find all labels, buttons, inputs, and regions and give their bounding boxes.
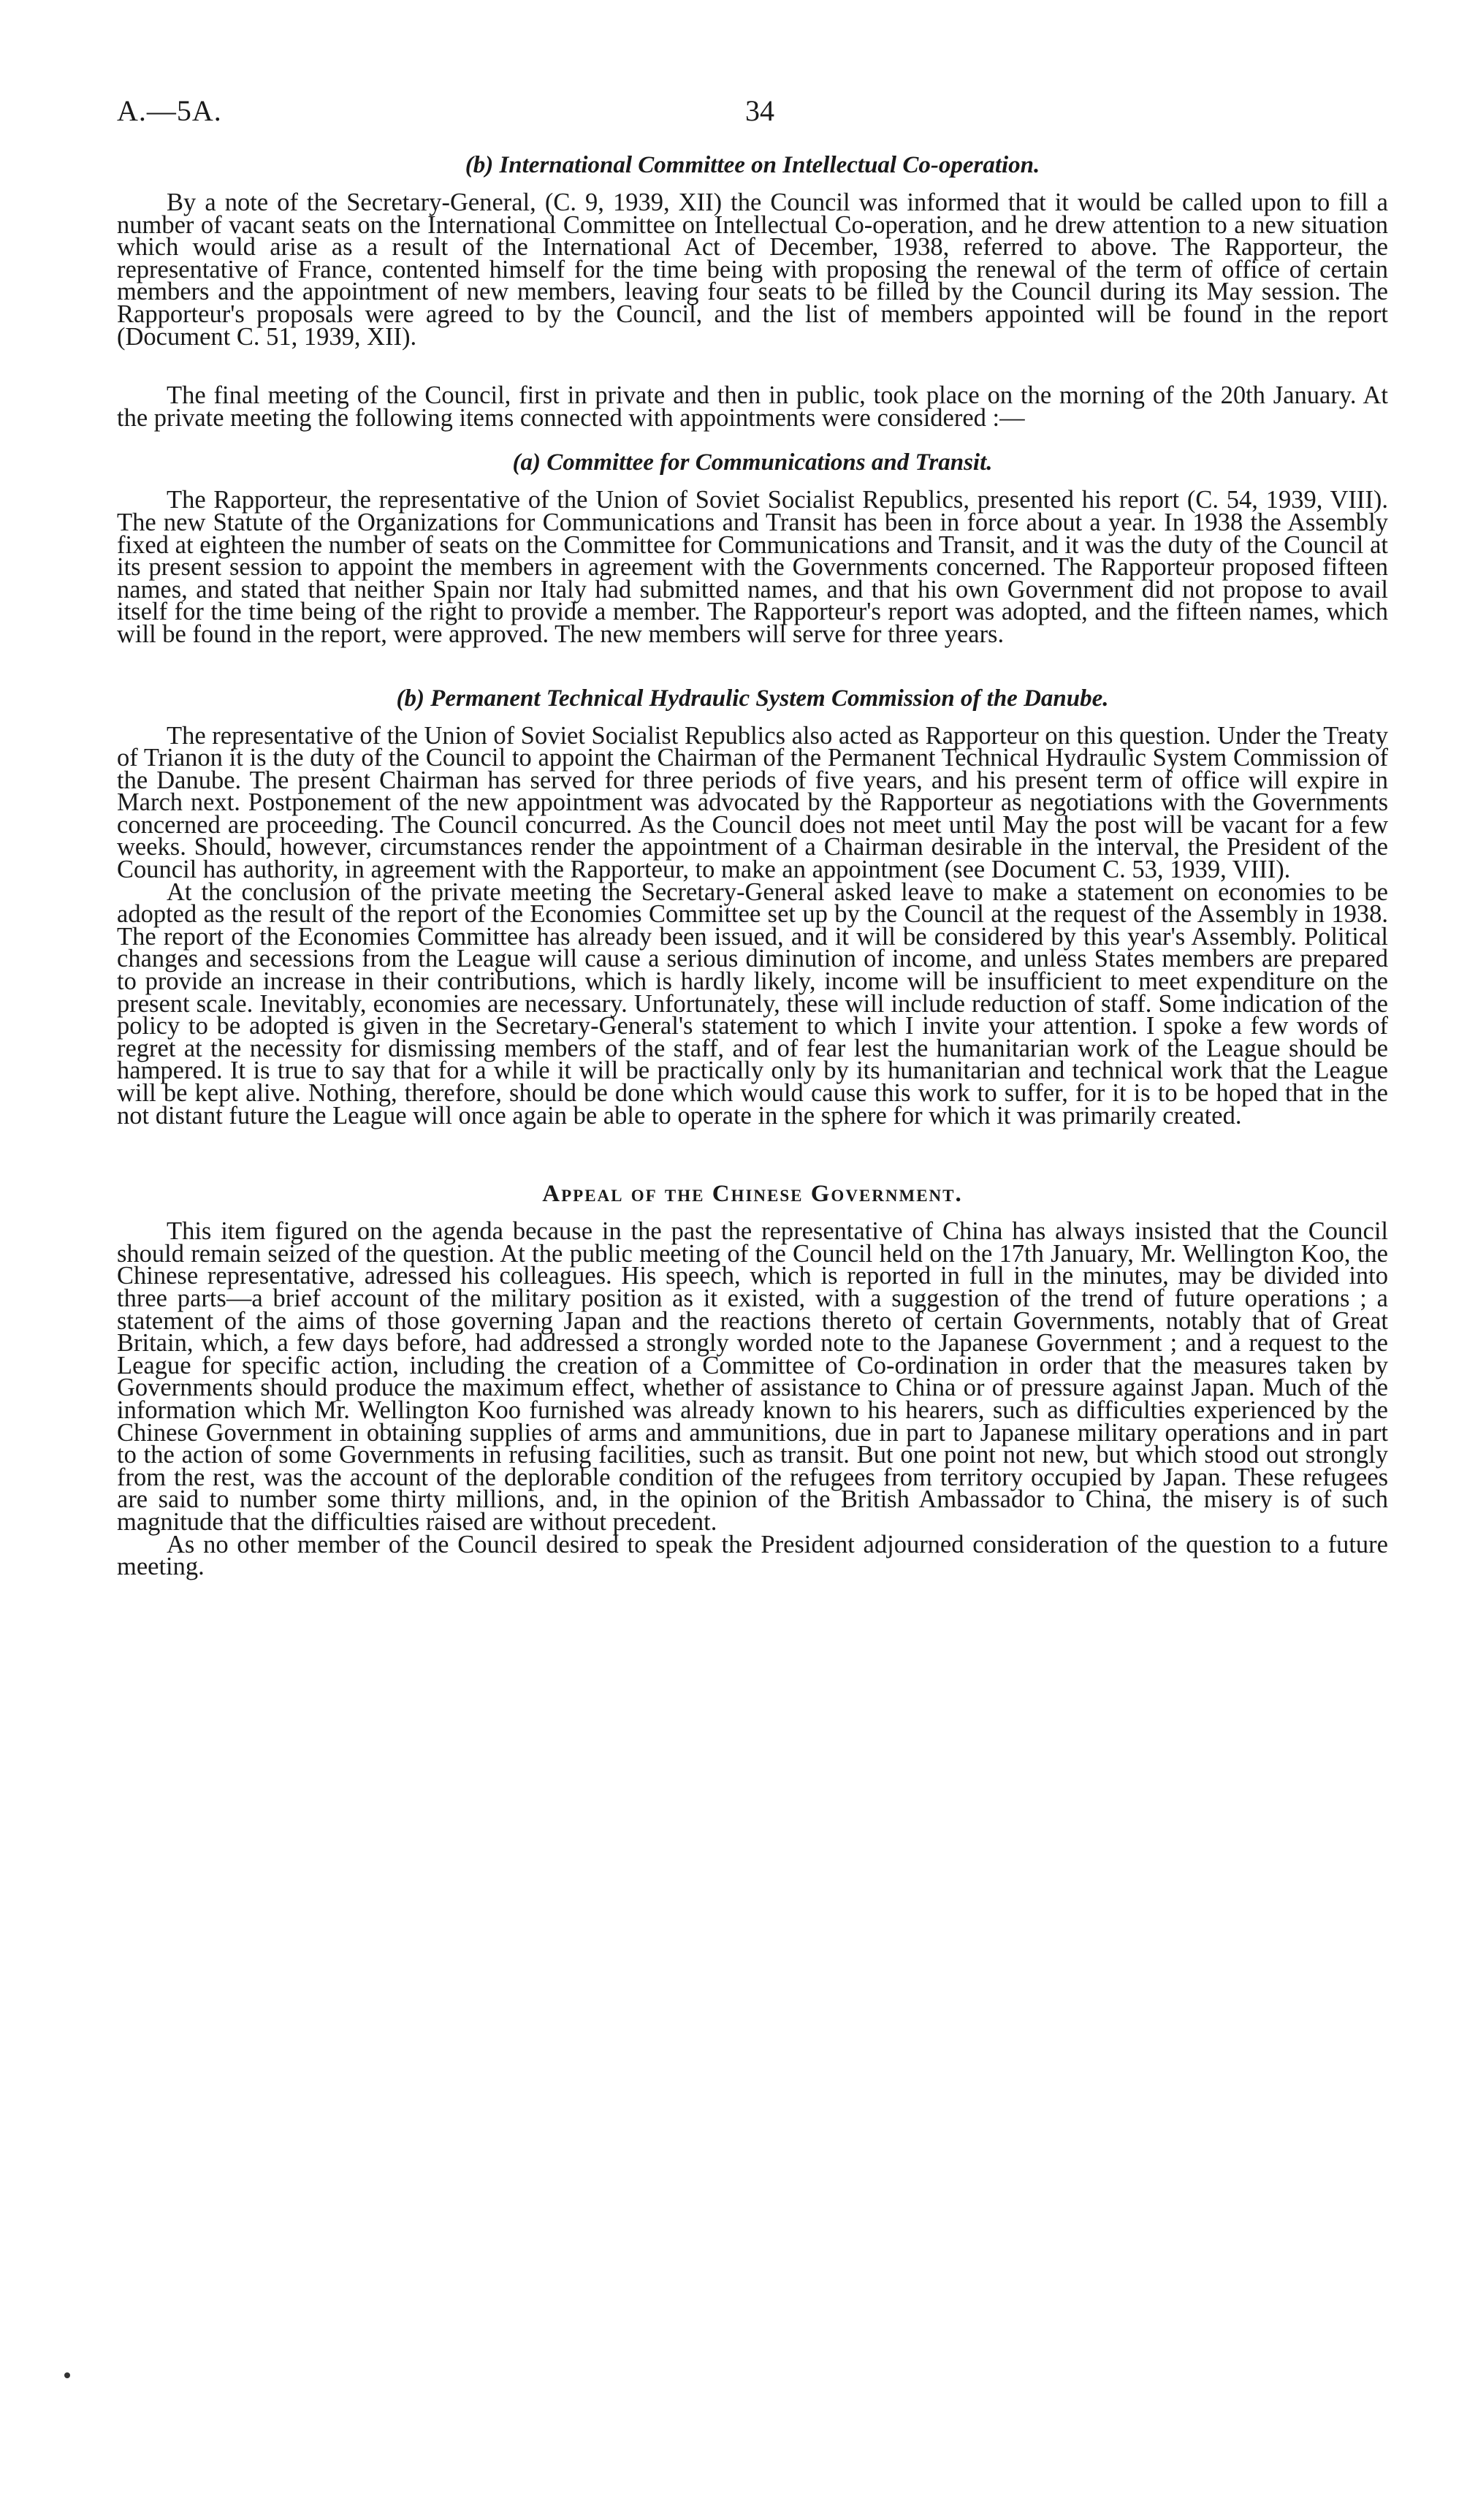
paragraph: The representative of the Union of Soviet Socialist Republics also acted as Rapporteur on this question. Under the Treaty of Trianon it is the duty of the Council to appoint the Chairman of the Permanent Technical Hydraulic System Commission of the Danube. The present Chairman has served for three periods of five years, and his present term of office will expire in March next. Postponement of the new appointment was advocated by the Rapporteur as negotiations with the Governments concerned are proceeding. The Council concurred. As the Council does not meet until May the post will be vacant for a few weeks. Should, however, circumstances render the appointment of a Chairman desirable in the interval, the President of the Council has authority, in agreement with the Rapporteur, to make an appointment (see Document C. 53, 1939, VIII). bbox=[117, 721, 1388, 884]
page-number: 34 bbox=[745, 94, 774, 127]
section-chinese-appeal bbox=[117, 1178, 1388, 1581]
paragraph: By a note of the Secretary-General, (C. 9, 1939, XII) the Council was informed that it would be called upon to fill a number of vacant seats on the International Committee on Intellectual Co-operation, and he drew attention to a new situation which would arise as a result of the International Act of December, 1938, referred to above. The Rapporteur, the representative of France, contented himself for the time being with proposing the renewal of the term of office of certain members and the appointment of new members, leaving four seats to be filled by the Council during its May session. The Rapporteur's proposals were agreed to by the Council, and the list of members appointed will be found in the report (Document C. 51, 1939, XII). bbox=[117, 189, 1388, 351]
section-intellectual-cooperation bbox=[117, 149, 1388, 432]
paragraph: This item figured on the agenda because in the past the representative of China has always insisted that the Council should remain seized of the question. At the public meeting of the Council held on the 17th January, Mr. Wellington Koo, the Chinese representative, adressed his colleagues. His speech, which is reported in full in the minutes, may be divided into three parts—a brief account of the military position as it existed, with a suggestion of the trend of future operations ; a statement of the aims of those governing Japan and the reactions thereto of certain Governments, notably that of Great Britain, which, a few days before, had addressed a strongly worded note to the Japanese Government ; and a request to the League for specific action, including the creation of a Committee of Co-ordination in order that the measures taken by Governments should produce the maximum effect, whether of assistance to China or of pressure against Japan. Much of the information which Mr. Wellington Koo furnished was already known to his hearers, such as difficulties experienced by the Chinese Government in obtaining supplies of arms and ammunitions, due in part to Japanese military operations and in part to the action of some Governments in refusing facilities, such as transit. But one point not new, but which stood out strongly from the rest, was the account of the deplorable condition of the refugees from territory occupied by Japan. These refugees are said to number some thirty millions, and, in the opinion of the British Ambassador to China, the misery is of such magnitude that the difficulties raised are without precedent. bbox=[117, 1217, 1388, 1536]
document-page bbox=[117, 88, 1388, 1581]
section-danube-commission bbox=[117, 682, 1388, 1130]
section-heading: (a) Committee for Communications and Transit. bbox=[512, 449, 993, 476]
paragraph: The final meeting of the Council, first in private and then in public, took place on the morning of the 20th January. At the private meeting the following items connected with appointments were considered :— bbox=[117, 381, 1388, 432]
section-heading: (b) Permanent Technical Hydraulic System Commission of the Danube. bbox=[396, 685, 1109, 712]
section-heading: Appeal of the Chinese Government. bbox=[542, 1181, 963, 1208]
paragraph: As no other member of the Council desired to speak the President adjourned consideration of the question to a future meeting. bbox=[117, 1530, 1388, 1581]
page-header bbox=[117, 88, 1388, 139]
document-reference: A.—5A. bbox=[117, 94, 222, 127]
section-communications-transit bbox=[117, 446, 1388, 648]
margin-dot-mark bbox=[64, 2372, 70, 2378]
section-heading: (b) International Committee on Intellectual Co-operation. bbox=[465, 152, 1040, 178]
paragraph: At the conclusion of the private meeting the Secretary-General asked leave to make a statement on economies to be adopted as the result of the report of the Economies Committee set up by the Council at the request of the Assembly in 1938. The report of the Economies Committee has already been issued, and it will be considered by this year's Assembly. Political changes and secessions from the League will cause a serious diminution of income, and unless States members are prepared to provide an increase in their contributions, which is hardly likely, income will be insufficient to meet expenditure on the present scale. Inevitably, economies are necessary. Unfortunately, these will include reduction of staff. Some indication of the policy to be adopted is given in the Secretary-General's statement to which I invite your attention. I spoke a few words of regret at the necessity for dismissing members of the staff, and of fear lest the humanitarian work of the League should be hampered. It is true to say that for a while it will be practically only by its humanitarian and technical work that the League will be kept alive. Nothing, therefore, should be done which would cause this work to suffer, for it is to be hoped that in the not distant future the League will once again be able to operate in the sphere for which it was primarily created. bbox=[117, 878, 1388, 1130]
paragraph: The Rapporteur, the representative of the Union of Soviet Socialist Republics, presented his report (C. 54, 1939, VIII). The new Statute of the Organizations for Communications and Transit has been in force about a year. In 1938 the Assembly fixed at eighteen the number of seats on the Committee for Communications and Transit, and it was the duty of the Council at its present session to appoint the members in agreement with the Governments concerned. The Rapporteur proposed fifteen names, and stated that neither Spain nor Italy had submitted names, and that his own Government did not propose to avail itself for the time being of the right to provide a member. The Rapporteur's report was adopted, and the fifteen names, which will be found in the report, were approved. The new members will serve for three years. bbox=[117, 486, 1388, 648]
